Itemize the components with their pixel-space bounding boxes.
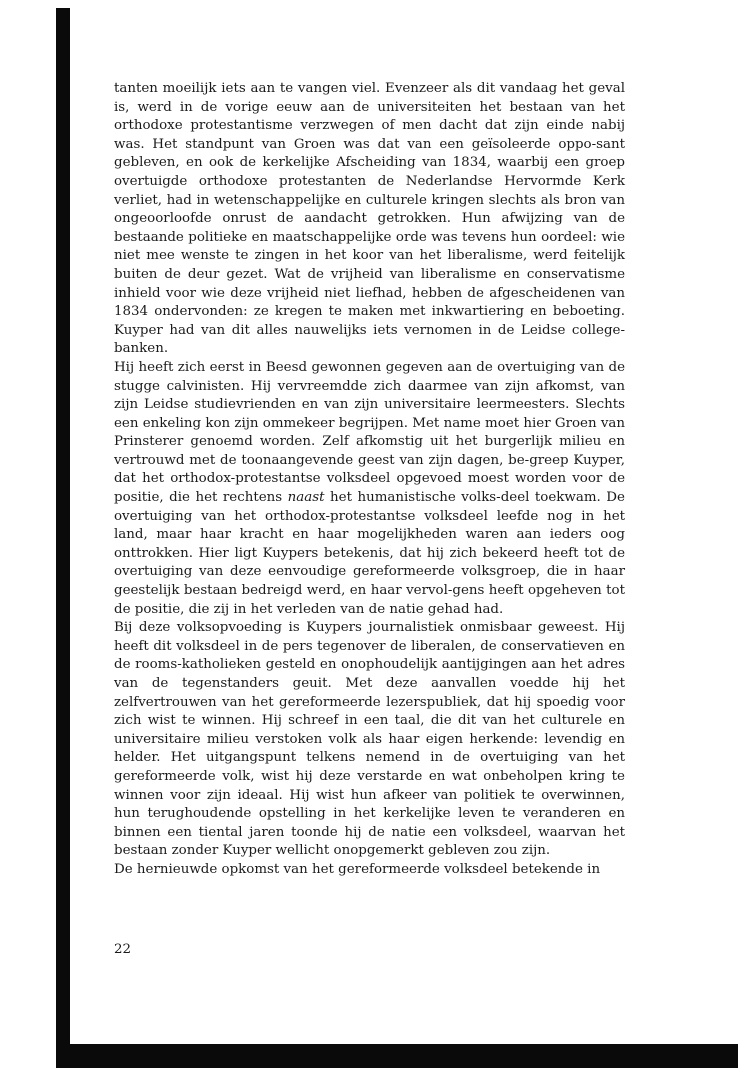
page-number: 22 xyxy=(114,942,132,957)
paragraph-4-text: De hernieuwde opkomst van het gereformeerde volksdeel betekende in xyxy=(114,861,601,877)
paragraph-1 xyxy=(114,80,625,359)
scan-edge-left xyxy=(56,8,70,1068)
paragraph-3-text: Bij deze volksopvoeding is Kuypers journalistiek onmisbaar geweest. Hij heeft dit volksdeel in de pers tegenover de liberalen, de conservatieven en de rooms-katholieken gesteld en onophoudelijk aantijgingen aan het adres van de tegenstanders geuit. Met deze aanvallen voedde hij het zelfvertrouwen van het gereformeerde lezerspubliek, dat hij spoedig voor zich wist te winnen. Hij schreef in een taal, die dit van het culturele en universitaire milieu verstoken volk als haar eigen herkende: levendig en helder. Het uitgangspunt telkens nemend in de overtuiging van het gereformeerde volk, wist hij deze verstarde en wat onbeholpen kring te winnen voor zijn ideaal. Hij wist hun afkeer van politiek te overwinnen, hun terughoudende opstelling in het kerkelijke leven te veranderen en binnen een tiental jaren toonde hij de natie een volksdeel, waarvan het bestaan zonder Kuyper wellicht onopgemerkt gebleven zou zijn. xyxy=(114,620,625,859)
emphasized-word: naast xyxy=(287,490,325,506)
paragraph-2-text-start: Hij heeft zich eerst in Beesd gewonnen gegeven aan de overtuiging van de stugge calvinisten. Hij vervreemdde zich daarmee van zijn afkomst, van zijn Leidse studievrienden en van zijn universitaire leermeesters. Slechts een enkeling kon zijn ommekeer begrijpen. Met name moet hier Groen van Prinsterer genoemd worden. Zelf afkomstig uit het burgerlijk milieu en vertrouwd met de toonaangevende geest van zijn dagen, be-greep Kuyper, dat het orthodox-protestantse volksdeel opgevoed moest worden voor de positie, die het rechtens xyxy=(114,359,626,506)
paragraph-2 xyxy=(114,359,625,619)
paragraph-3 xyxy=(114,619,625,861)
paragraph-2-text-end: het humanistische volks-deel toekwam. De overtuiging van het orthodox-protestantse volksdeel leefde nog in het land, maar haar kracht en haar mogelijkheden waren aan ieders oog onttrokken. Hier ligt Kuypers betekenis, dat hij zich bekeerd heeft tot de overtuiging van deze eenvoudige gereformeerde volksgroep, die in haar geestelijk bestaan bedreigd werd, en haar vervol-gens heeft opgeheven tot de positie, die zij in het verleden van de natie gehad had. xyxy=(114,490,625,617)
scan-edge-bottom xyxy=(56,1044,738,1068)
paragraph-1-text: tanten moeilijk iets aan te vangen viel. Evenzeer als dit vandaag het geval is, werd in de vorige eeuw aan de universiteiten het bestaan van het orthodoxe protestantisme verzwegen of men dacht dat zijn einde nabij was. Het standpunt van Groen was dat van een geïsoleerde oppo-sant gebleven, en ook de kerkelijke Afscheiding van 1834, waarbij een groep overtuigde orthodoxe protestanten de Nederlandse Hervormde Kerk verliet, had in wetenschappelijke en culturele kringen slechts als bron van ongeoorloofde onrust de aandacht getrokken. Hun afwijzing van de bestaande politieke en maatschappelijke orde was tevens hun oordeel: wie niet mee wenste te zingen in het koor van het liberalisme, werd feitelijk buiten de deur gezet. Wat de vrijheid van liberalisme en conservatisme inhield voor wie deze vrijheid niet liefhad, hebben de afgescheidenen van 1834 ondervonden: ze kregen te maken met inkwartiering en beboeting. Kuyper had van dit alles nauwelijks iets vernomen in de Leidse college-banken. xyxy=(114,81,625,357)
paragraph-4 xyxy=(114,861,625,880)
body-text xyxy=(114,80,625,880)
